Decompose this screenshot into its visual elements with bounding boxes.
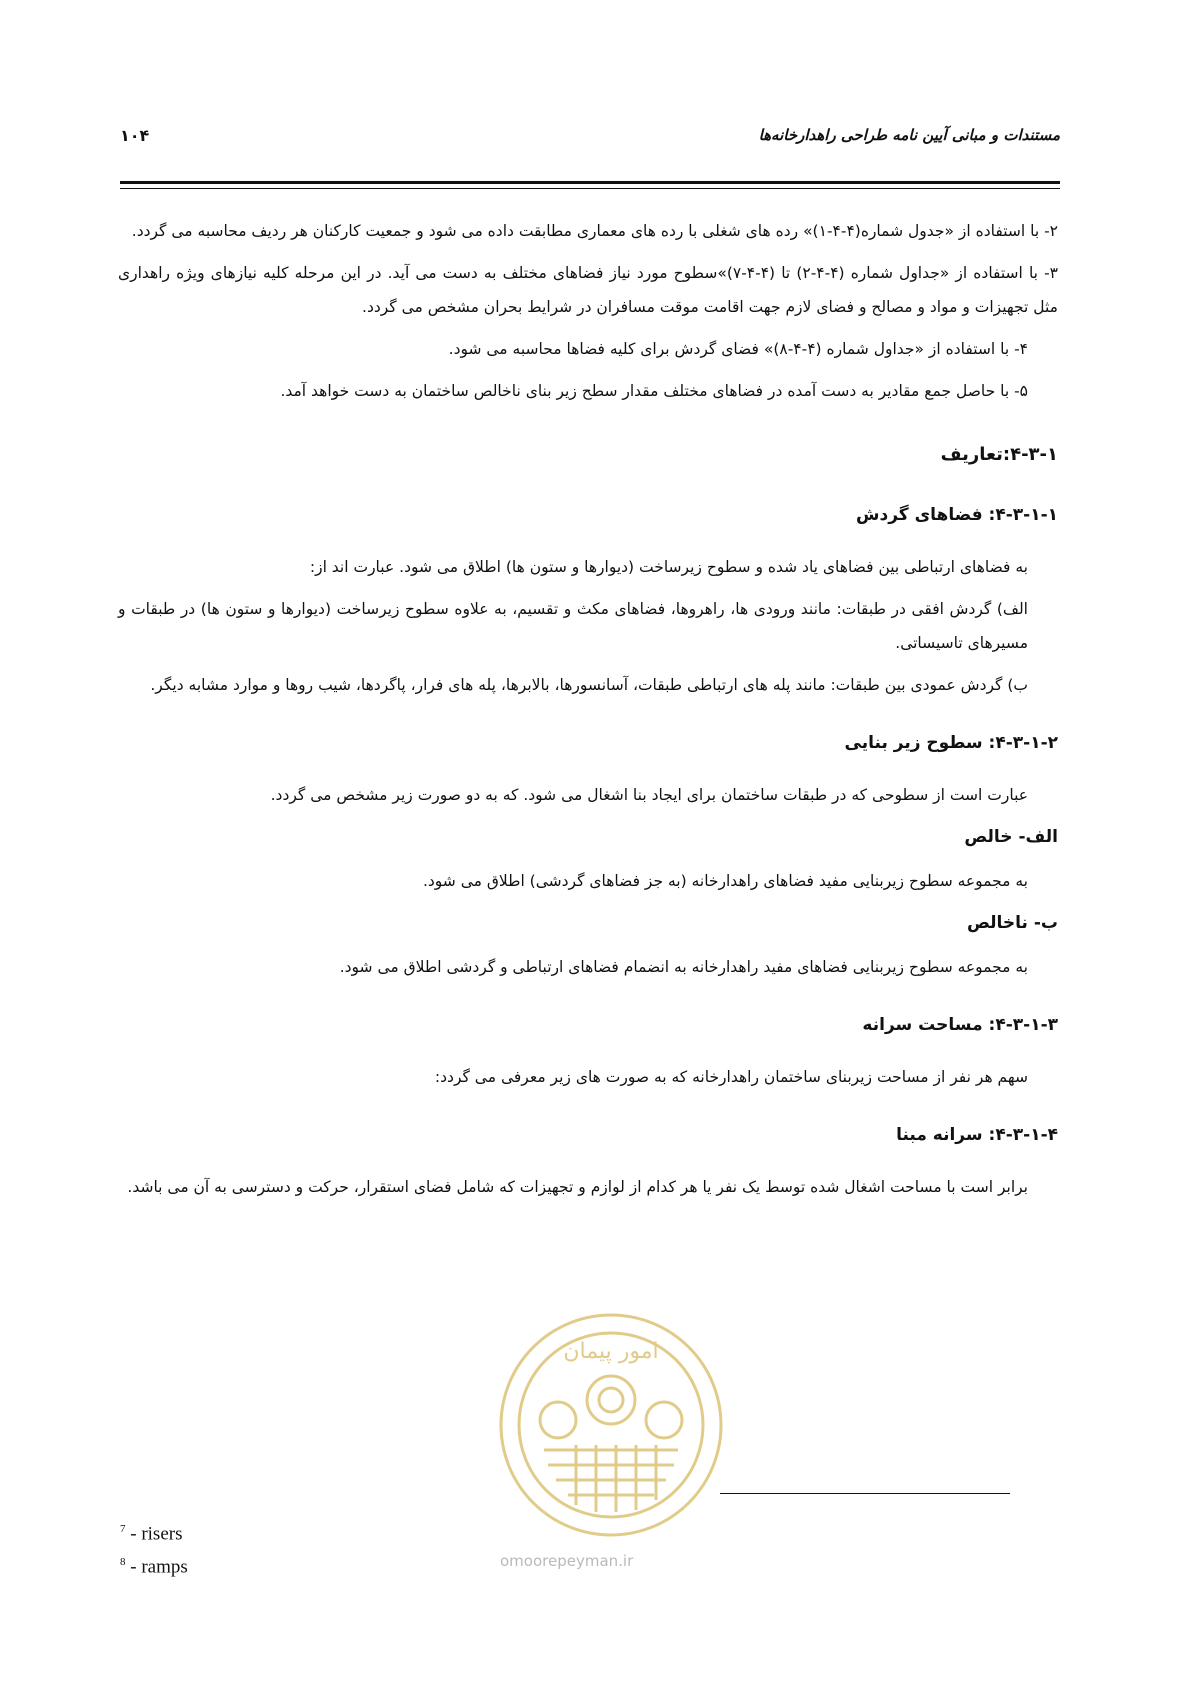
footnote-8: $^8$ - ramps [120, 1556, 188, 1578]
heading-base-per-capita: ۴-۳-۱-۴: سرانه مبنا [896, 1125, 1058, 1145]
page-number: ۱۰۴ [120, 126, 150, 145]
gross-text: به مجموعه سطوح زیربنایی فضاهای مفید راهدارخانه به انضمام فضاهای ارتباطی و گردشی اطلاق می شود. [339, 958, 1028, 976]
body-text [118, 214, 1058, 1212]
net-text: به مجموعه سطوح زیربنایی مفید فضاهای راهدارخانه (به جز فضاهای گردشی) اطلاق می شود. [422, 872, 1028, 890]
step-5: ۵- با حاصل جمع مقادیر به دست آمده در فضاهای مختلف مقدار سطح زیر بنای ناخالص ساختمان به دست خواهد آمد. [280, 382, 1028, 400]
seal-icon [486, 1300, 736, 1550]
footnotes [120, 1515, 188, 1582]
circulation-item-a: الف) گردش افقی در طبقات: مانند ورودی ها، راهروها، فضاهای مکث و تقسیم، به علاوه سطوح زیرساخت (دیوارها و ستون ها) در طبقات و مسیرهای تاسیساتی. [118, 600, 1028, 652]
heading-per-capita: ۴-۳-۱-۳: مساحت سرانه [862, 1015, 1058, 1035]
circulation-intro: به فضاهای ارتباطی بین فضاهای یاد شده و سطوح زیرساخت (دیوارها و ستون ها) اطلاق می شود. عبارت اند از: [309, 558, 1028, 576]
running-title: مستندات و مبانی آیین نامه طراحی راهدارخانه‌ها [758, 126, 1060, 144]
heading-net: الف- خالص [964, 827, 1058, 847]
header-rule-thin [120, 188, 1060, 189]
section-heading-definitions: ۴-۳-۱:تعاریف [940, 444, 1058, 465]
circulation-item-b: ب) گردش عمودی بین طبقات: مانند پله های ارتباطی طبقات، آسانسورها، بالابرها، پله های فرار، پاگردها، شیب روها و موارد مشابه دیگر. [150, 676, 1028, 694]
step-3: ۳- با استفاده از «جداول شماره (۴-۴-۲) تا (۴-۴-۷)»سطوح مورد نیاز فضاهای مختلف به دست می آید. در این مرحله کلیه نیازهای ویژه راهداری مثل تجهیزات و مواد و مصالح و فضای لازم جهت اقامت موقت مسافران در شرایط بحران مشخص می گردد. [118, 264, 1058, 316]
floor-area-intro: عبارت است از سطوحی که در طبقات ساختمان برای ایجاد بنا اشغال می شود. که به دو صورت زیر مشخص می گردد. [270, 786, 1028, 804]
footnote-separator [720, 1493, 1010, 1494]
page-header [120, 126, 1060, 156]
heading-gross: ب- ناخالص [966, 913, 1058, 933]
step-2: ۲- با استفاده از «جدول شماره(۴-۴-۱)» رده های شغلی با رده های معماری مطابقت داده می شود و جمعیت کارکنان هر ردیف محاسبه می گردد. [131, 222, 1058, 240]
footnote-7: $^7$ - risers [120, 1523, 183, 1545]
step-4: ۴- با استفاده از «جداول شماره (۴-۴-۸)» فضای گردش برای کلیه فضاها محاسبه می شود. [448, 340, 1028, 358]
seal-text: امور پیمان [563, 1339, 659, 1364]
per-capita-text: سهم هر نفر از مساحت زیربنای ساختمان راهدارخانه که به صورت های زیر معرفی می گردد: [434, 1068, 1028, 1086]
base-per-capita-text: برابر است با مساحت اشغال شده توسط یک نفر یا هر کدام از لوازم و تجهیزات که شامل فضای استقرار، حرکت و دسترسی به آن می باشد. [127, 1178, 1028, 1196]
header-rule-thick [120, 181, 1060, 184]
heading-floor-area: ۴-۳-۱-۲: سطوح زیر بنایی [844, 733, 1058, 753]
watermark-site: omoorepeyman.ir [500, 1552, 634, 1570]
heading-circulation: ۴-۳-۱-۱: فضاهای گردش [856, 505, 1058, 525]
